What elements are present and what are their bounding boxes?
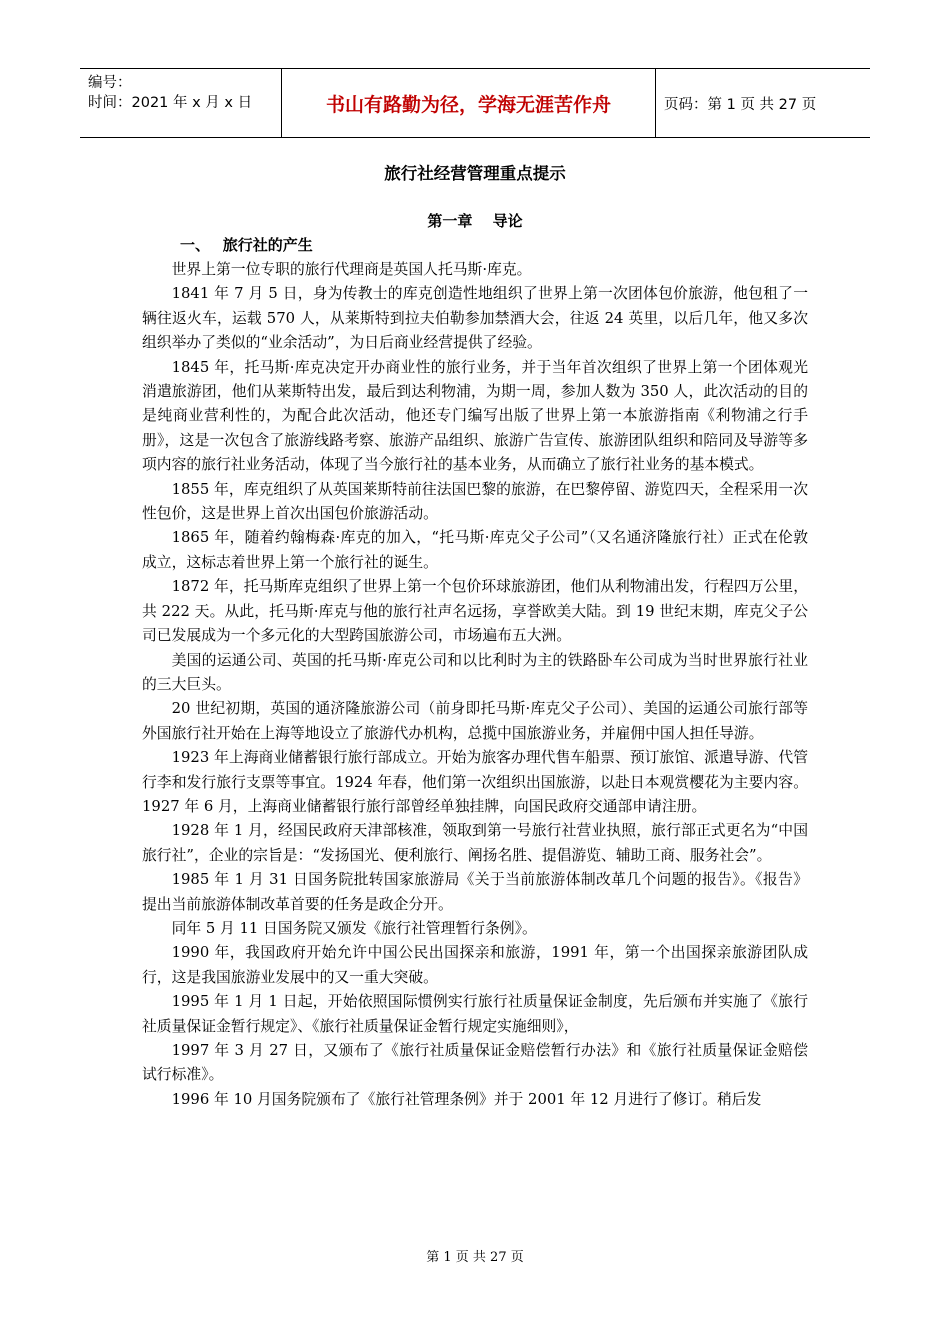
header-motto: 书山有路勤为径，学海无涯苦作舟 — [325, 93, 611, 116]
paragraph: 1990 年，我国政府开始允许中国公民出国探亲和旅游，1991 年，第一个出国探亲旅游团队成行，这是我国旅游业发展中的又一重大突破。 — [142, 944, 808, 986]
page-footer: 第 1 页 共 27 页 — [426, 1250, 524, 1265]
document-title: 旅行社经营管理重点提示 — [384, 164, 566, 183]
document-number-label: 编号： — [88, 75, 132, 91]
paragraph: 20 世纪初期，英国的通济隆旅游公司（前身即托马斯·库克父子公司）、美国的运通公司旅行部等外国旅行社开始在上海等地设立了旅游代办机构，总揽中国旅游业务，并雇佣中国人担任导游。 — [142, 700, 808, 742]
paragraph: 美国的运通公司、英国的托马斯·库克公司和以比利时为主的铁路卧车公司成为当时世界旅行社业的三大巨头。 — [142, 651, 808, 693]
paragraph: 1841 年 7 月 5 日，身为传教士的库克创造性地组织了世界上第一次团体包价旅游，他包租了一辆往返火车，运载 570 人，从莱斯特到拉夫伯勒参加禁酒大会，往返 24 英里，以后几年，他又多次组织举办了类似的“业余活动”，为日后商业经营提供了经验。 — [142, 285, 808, 352]
paragraph: 1923 年上海商业储蓄银行旅行部成立。开始为旅客办理代售车船票、预订旅馆、派遣导游、代管行李和发行旅行支票等事宜。1924 年春，他们第一次组织出国旅游，以赴日本观赏樱花为主要内容。1927 年 6 月，上海商业储蓄银行旅行部曾经单独挂牌，向国民政府交通部申请注册。 — [142, 749, 808, 815]
paragraph: 1855 年，库克组织了从英国莱斯特前往法国巴黎的旅游，在巴黎停留、游览四天，全程采用一次性包价，这是世界上首次出国包价旅游活动。 — [142, 480, 808, 523]
document-body — [142, 258, 808, 1112]
header-motto-cell — [282, 69, 656, 137]
section-heading: 一、 旅行社的产生 — [180, 236, 313, 254]
paragraph: 1985 年 1 月 31 日国务院批转国家旅游局《关于当前旅游体制改革几个问题的报告》。《报告》提出当前旅游体制改革首要的任务是政企分开。 — [142, 871, 808, 913]
header-page-cell — [656, 69, 870, 137]
paragraph: 1928 年 1 月，经国民政府天津部核准，领取到第一号旅行社营业执照，旅行部正式更名为“中国旅行社”，企业的宗旨是：“发扬国光、便利旅行、阐扬名胜、提倡游览、辅助工商、服务社会”。 — [142, 822, 808, 864]
document-date: 时间：2021 年 x 月 x 日 — [88, 95, 253, 111]
paragraph: 世界上第一位专职的旅行代理商是英国人托马斯·库克。 — [171, 261, 532, 278]
paragraph: 1996 年 10 月国务院颁布了《旅行社管理条例》并于 2001 年 12 月进行了修订。稍后发 — [171, 1090, 762, 1108]
header-page-info: 页码：第 1 页 共 27 页 — [664, 96, 817, 113]
paragraph: 1865 年，随着约翰梅森·库克的加入，“托马斯·库克父子公司”（又名通济隆旅行社）正式在伦敦成立，这标志着世界上第一个旅行社的诞生。 — [142, 529, 808, 571]
page-header — [80, 68, 870, 138]
paragraph: 1997 年 3 月 27 日，又颁布了《旅行社质量保证金赔偿暂行办法》和《旅行社质量保证金赔偿试行标准》。 — [142, 1042, 808, 1084]
header-meta-cell — [80, 69, 282, 137]
paragraph: 1872 年，托马斯库克组织了世界上第一个包价环球旅游团，他们从利物浦出发，行程四万公里，共 222 天。从此，托马斯·库克与他的旅行社声名远扬，享誉欧美大陆。到 19 世纪末期，库克父子公司已发展成为一个多元化的大型跨国旅游公司，市场遍布五大洲。 — [142, 578, 808, 645]
paragraph: 1995 年 1 月 1 日起，开始依照国际惯例实行旅行社质量保证金制度，先后颁布并实施了《旅行社质量保证金暂行规定》、《旅行社质量保证金暂行规定实施细则》， — [142, 993, 808, 1035]
paragraph: 同年 5 月 11 日国务院又颁发《旅行社管理暂行条例》。 — [171, 919, 537, 937]
paragraph: 1845 年，托马斯·库克决定开办商业性的旅行业务，并于当年首次组织了世界上第一个团体观光消遣旅游团，他们从莱斯特出发，最后到达利物浦，为期一周，参加人数为 350 人，此次活动的目的是纯商业营利性的，为配合此次活动，他还专门编写出版了世界上第一本旅游指南《利物浦之行手册》，这是一次包含了旅游线路考察、旅游产品组织、旅游广告宣传、旅游团队组织和陪同及导游等多项内容的旅行社业务活动，体现了当今旅行社的基本业务，从而确立了旅行社业务的基本模式。 — [142, 358, 808, 474]
chapter-heading: 第一章 导论 — [427, 212, 523, 230]
